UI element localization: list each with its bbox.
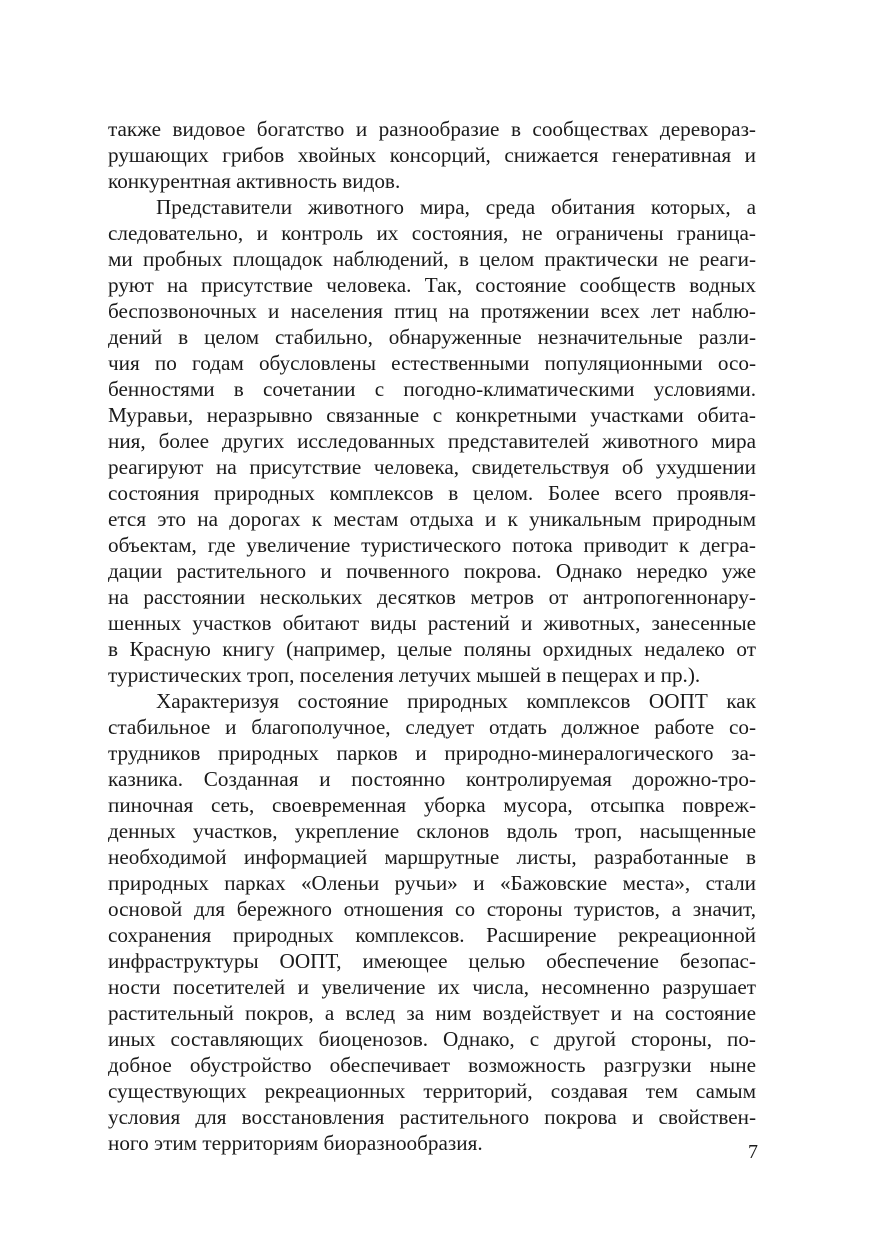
text-line: пиночная сеть, своевременная уборка мусора, отсыпка повреж- xyxy=(108,793,756,817)
text-line: иных составляющих биоценозов. Однако, с другой стороны, по- xyxy=(108,1027,756,1051)
text-line: Муравьи, неразрывно связанные с конкретными участками обита- xyxy=(108,403,756,427)
text-line: ми пробных площадок наблюдений, в целом практически не реаги- xyxy=(108,247,756,271)
page-number: 7 xyxy=(748,1141,758,1163)
text-line: бенностями в сочетании с погодно-климатическими условиями. xyxy=(108,377,756,401)
text-line: шенных участков обитают виды растений и животных, занесенные xyxy=(108,611,756,635)
text-line: ного этим территориям биоразнообразия. xyxy=(108,1131,483,1155)
text-line: необходимой информацией маршрутные листы, разработанные в xyxy=(108,845,756,869)
text-line: также видовое богатство и разнообразие в сообществах дереворaз- xyxy=(108,117,756,141)
text-line: объектам, где увеличение туристического потока приводит к дегра- xyxy=(108,533,756,557)
text-line: растительный покров, а вслед за ним воздействует и на состояние xyxy=(108,1001,756,1025)
text-line: чия по годам обусловлены естественными популяционными осо- xyxy=(108,351,756,375)
text-line: инфраструктуры ООПТ, имеющее целью обеспечение безопас- xyxy=(108,949,756,973)
page-body xyxy=(108,116,756,1156)
text-line: беспозвоночных и населения птиц на протяжении всех лет наблю- xyxy=(108,299,756,323)
text-line: стабильное и благополучное, следует отдать должное работе со- xyxy=(108,715,756,739)
text-line: на расстоянии нескольких десятков метров от антропогеннонару- xyxy=(108,585,756,609)
paragraph-2 xyxy=(108,194,756,688)
text-line: условия для восстановления растительного покрова и свойствен- xyxy=(108,1105,756,1129)
text-line: реагируют на присутствие человека, свидетельствуя об ухудшении xyxy=(108,455,756,479)
text-line: сохранения природных комплексов. Расширение рекреационной xyxy=(108,923,756,947)
text-line: казника. Созданная и постоянно контролируемая дорожно-тро- xyxy=(108,767,756,791)
text-line: дений в целом стабильно, обнаруженные незначительные разли- xyxy=(108,325,756,349)
text-line: туристических троп, поселения летучих мышей в пещерах и пр.). xyxy=(108,663,701,687)
paragraph-1 xyxy=(108,116,756,194)
text-line: природных парках «Оленьи ручьи» и «Бажовские места», стали xyxy=(108,871,756,895)
text-line: трудников природных парков и природно-минералогического за- xyxy=(108,741,756,765)
text-line: добное обустройство обеспечивает возможность разгрузки ныне xyxy=(108,1053,756,1077)
text-line: ется это на дорогах к местам отдыха и к уникальным природным xyxy=(108,507,756,531)
text-line: дации растительного и почвенного покрова. Однако нередко уже xyxy=(108,559,756,583)
text-line: существующих рекреационных территорий, создавая тем самым xyxy=(108,1079,756,1103)
text-line: руют на присутствие человека. Так, состояние сообществ водных xyxy=(108,273,756,297)
text-line: конкурентная активность видов. xyxy=(108,169,401,193)
text-line: следовательно, и контроль их состояния, не ограничены граница- xyxy=(108,221,756,245)
text-line: Характеризуя состояние природных комплексов ООПТ как xyxy=(156,689,756,713)
paragraph-3 xyxy=(108,688,756,1156)
text-line: рушающих грибов хвойных консорций, снижается генеративная и xyxy=(108,143,756,167)
text-line: ности посетителей и увеличение их числа, несомненно разрушает xyxy=(108,975,756,999)
text-line: основой для бережного отношения со стороны туристов, а значит, xyxy=(108,897,756,921)
text-line: денных участков, укрепление склонов вдоль троп, насыщенные xyxy=(108,819,756,843)
text-line: в Красную книгу (например, целые поляны орхидных недалеко от xyxy=(108,637,756,661)
text-line: состояния природных комплексов в целом. Более всего проявля- xyxy=(108,481,756,505)
text-line: ния, более других исследованных представителей животного мира xyxy=(108,429,756,453)
text-line: Представители животного мира, среда обитания которых, а xyxy=(156,195,756,219)
